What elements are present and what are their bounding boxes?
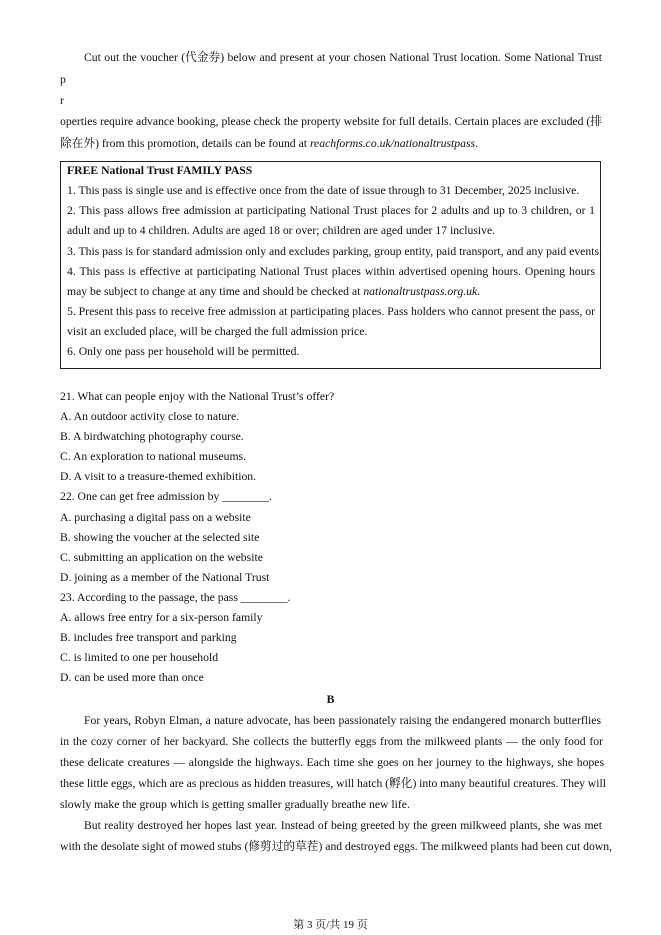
intro-text: .: [475, 137, 478, 150]
question-stem: 23. According to the passage, the pass ________.: [60, 591, 291, 604]
pass-rule-line: 3. This pass is for standard admission only and excludes parking, group entity, paid transport, and any paid events.: [67, 245, 602, 258]
pass-rule-line: 1. This pass is single use and is effective once from the date of issue through to 31 December, 2025 inclusive.: [67, 184, 580, 197]
opening-hours-url: nationaltrustpass.org.uk: [363, 285, 478, 298]
answer-option: C. An exploration to national museums.: [60, 450, 247, 463]
intro-line: Cut out the voucher (代金券) below and present at your chosen National Trust location. Some National Trust: [84, 51, 602, 64]
passage-line: in the cozy corner of her backyard. She collects the butterfly eggs from the milkweed plants — the only food for: [60, 735, 603, 748]
pass-rule-text: .: [477, 285, 481, 298]
answer-option: D. A visit to a treasure-themed exhibition.: [60, 470, 257, 483]
answer-option: B. showing the voucher at the selected site: [60, 531, 260, 544]
answer-option: B. A birdwatching photography course.: [60, 430, 244, 443]
intro-line: p: [60, 73, 66, 86]
passage-line: these little eggs, which are as precious as hidden treasures, will hatch (孵化) into many beautiful creatures. They will: [60, 777, 606, 790]
passage-line: For years, Robyn Elman, a nature advocate, has been passionately raising the endangered monarch butterflies: [84, 714, 601, 727]
intro-line: r: [60, 94, 64, 107]
answer-option: B. includes free transport and parking: [60, 631, 237, 644]
passage-line: these delicate creatures — alongside the highways. Each time she goes on her journey to the highways, she hopes: [60, 756, 604, 769]
answer-option: C. submitting an application on the website: [60, 551, 263, 564]
question-stem: 21. What can people enjoy with the National Trust’s offer?: [60, 390, 335, 403]
answer-option: A. allows free entry for a six-person family: [60, 611, 263, 624]
pass-rule-line: 4. This pass is effective at participating National Trust places within advertised opening hours. Opening hours: [67, 265, 595, 278]
question-stem: 22. One can get free admission by ________.: [60, 490, 272, 503]
pass-rule-line: [67, 285, 480, 299]
promotion-details-url: reachforms.co.uk/nationaltrustpass: [309, 137, 476, 150]
intro-line: operties require advance booking, please check the property website for full details. Certain places are excluded (排: [60, 115, 602, 128]
pass-rule-line: visit an excluded place, will be charged the full admission price.: [67, 325, 368, 338]
page-footer: 第 3 页/共 19 页: [293, 919, 368, 931]
answer-option: A. purchasing a digital pass on a website: [60, 511, 251, 524]
passage-line: with the desolate sight of mowed stubs (修剪过的草茬) and destroyed eggs. The milkweed plants had been cut down,: [60, 840, 612, 853]
answer-option: A. An outdoor activity close to nature.: [60, 410, 240, 423]
pass-rule-line: 5. Present this pass to receive free admission at participating places. Pass holders who cannot present the pass, or: [67, 305, 595, 318]
pass-title: FREE National Trust FAMILY PASS: [67, 164, 253, 177]
passage-line: But reality destroyed her hopes last year. Instead of being greeted by the green milkweed plants, she was met: [84, 819, 602, 832]
pass-rule-line: 2. This pass allows free admission at participating National Trust places for 2 adults and up to 3 children, or 1: [67, 204, 595, 217]
answer-option: D. can be used more than once: [60, 671, 204, 684]
answer-option: D. joining as a member of the National Trust: [60, 571, 270, 584]
pass-rule-line: adult and up to 4 children. Adults are aged 18 or over; children are aged under 17 inclusive.: [67, 224, 496, 237]
intro-text: 除在外) from this promotion, details can be found at: [60, 137, 310, 150]
pass-rule-text: may be subject to change at any time and should be checked at: [67, 285, 364, 298]
pass-rule-line: 6. Only one pass per household will be permitted.: [67, 345, 300, 358]
passage-line: slowly make the group which is getting smaller gradually breathe new life.: [60, 798, 410, 811]
answer-option: C. is limited to one per household: [60, 651, 219, 664]
section-heading: B: [326, 693, 335, 706]
intro-line: [60, 137, 478, 151]
